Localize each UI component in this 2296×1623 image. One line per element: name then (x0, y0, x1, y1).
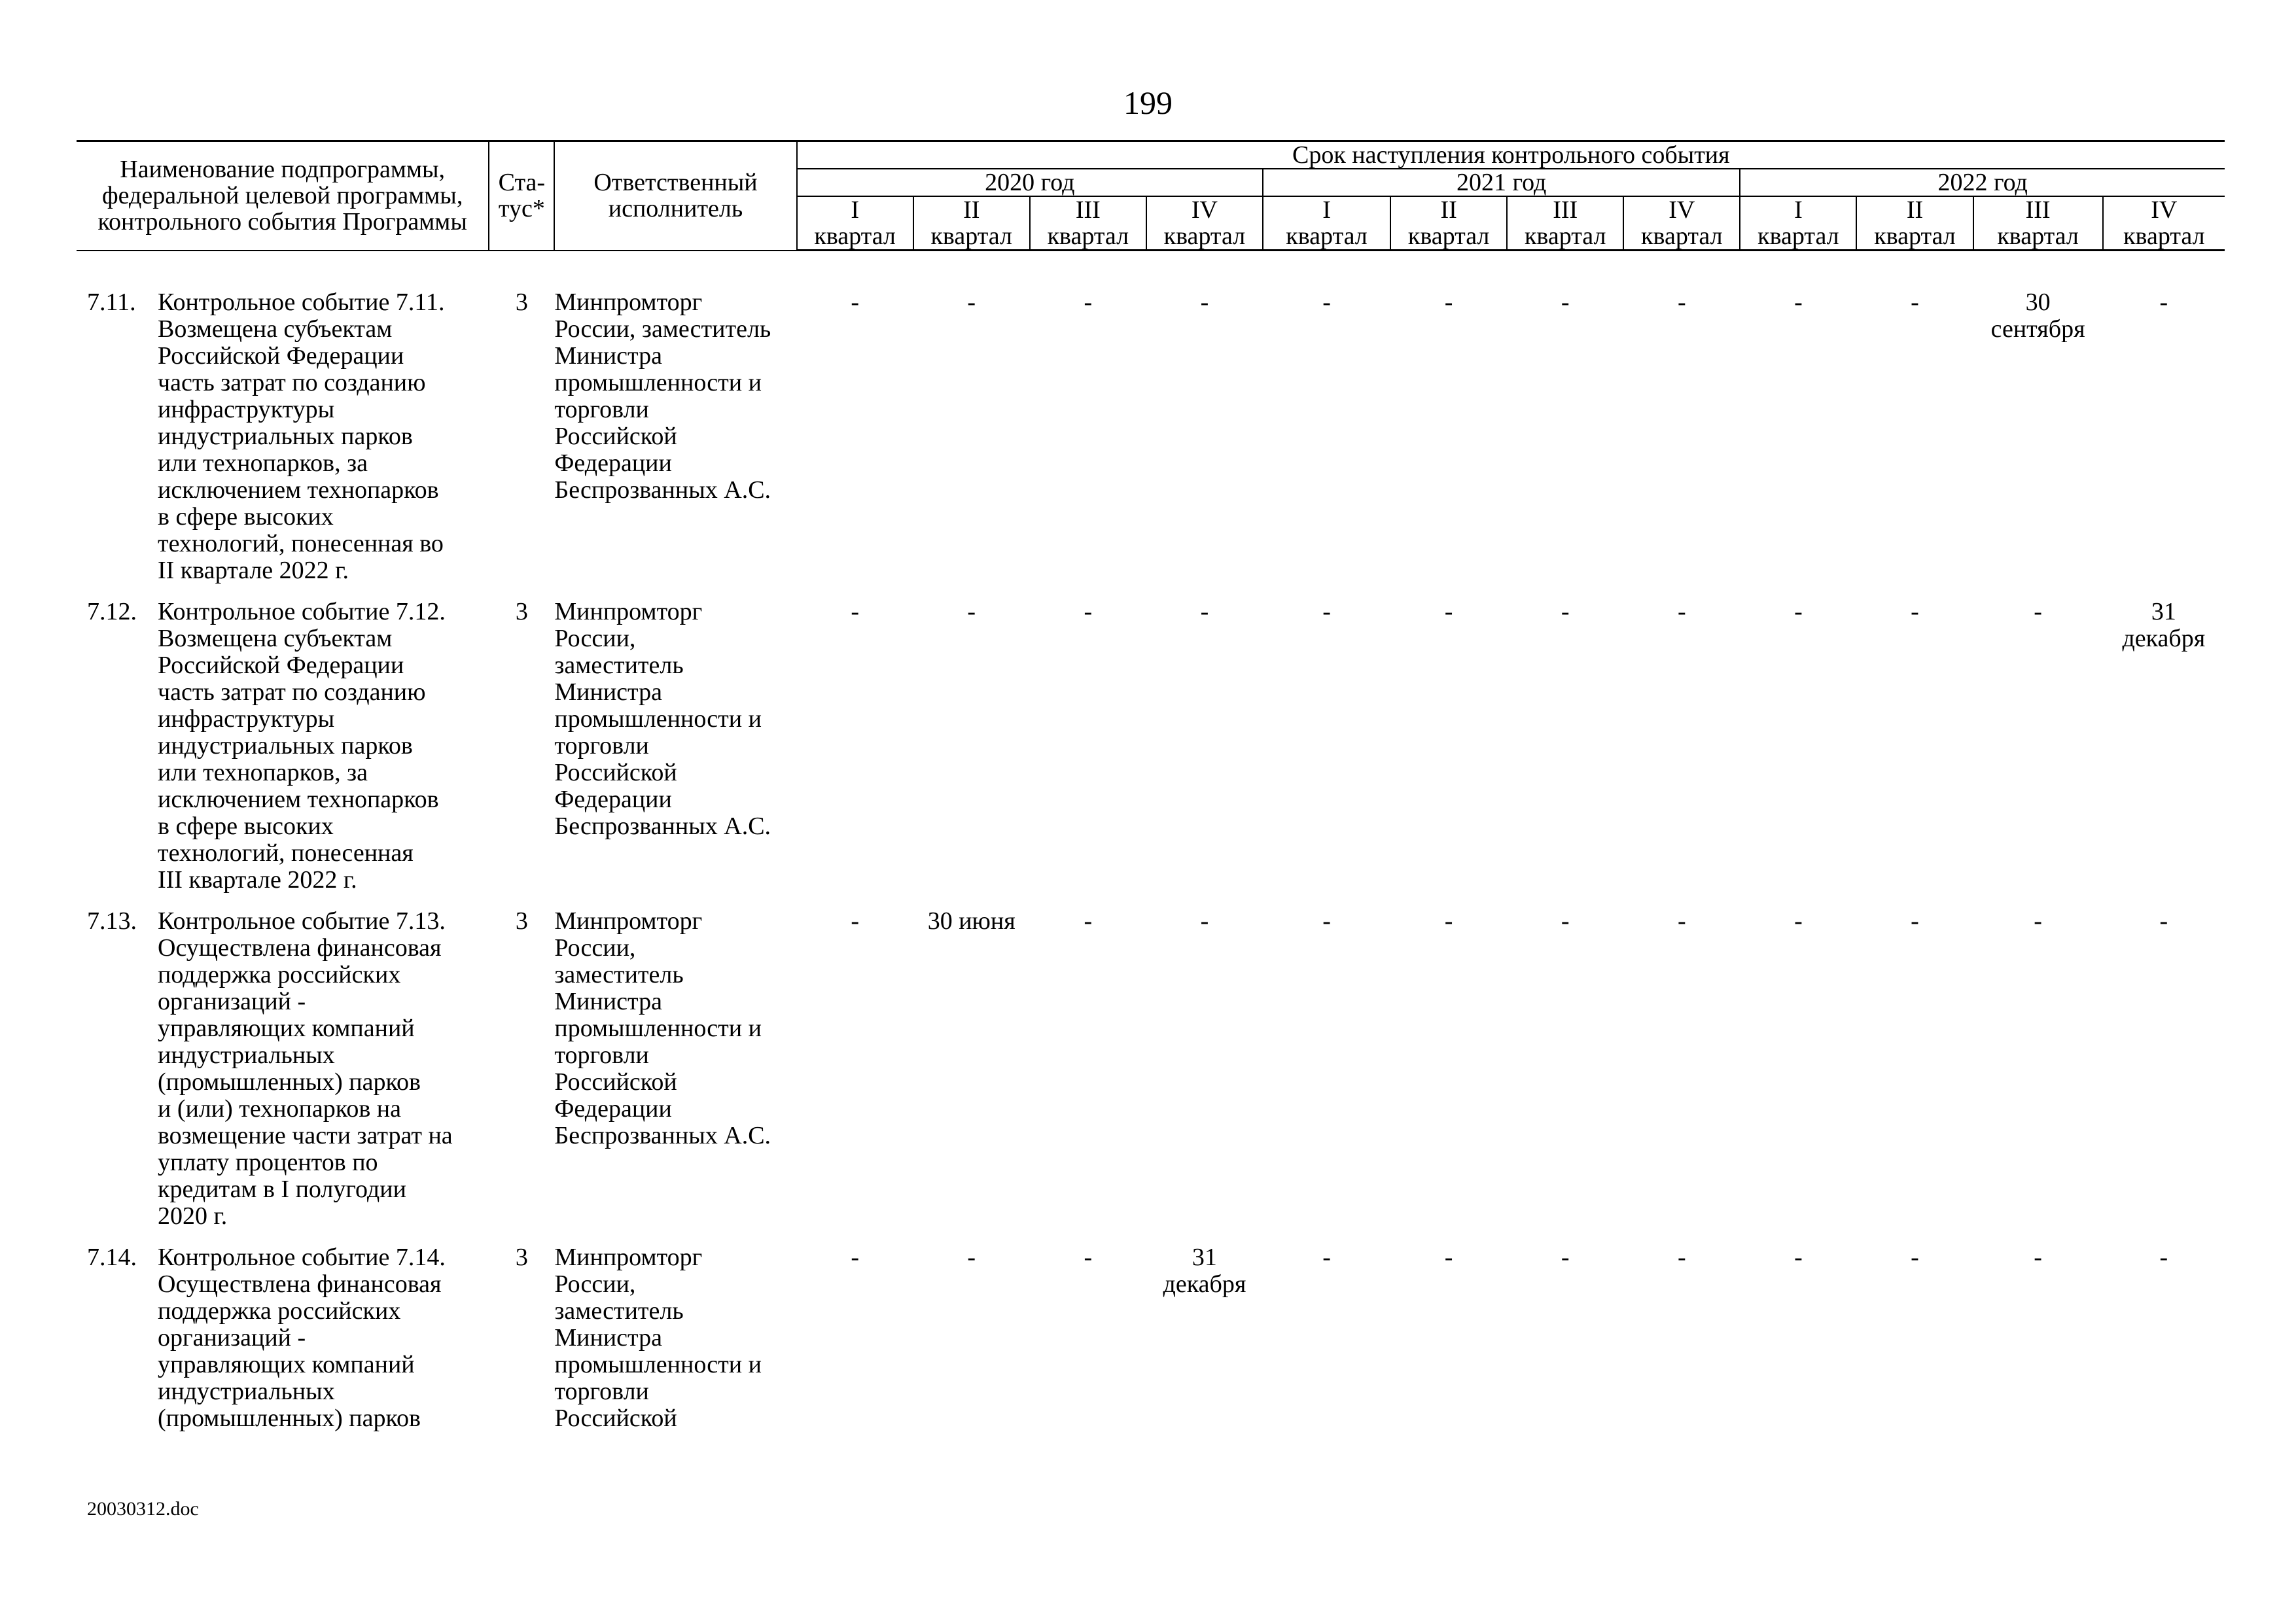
event-name: Контрольное событие 7.11. Возмещена субъектам Российской Федерации часть затрат по созданию инфраструктуры индустриальных парков или технопарков, за исключением технопарков в сфере высоких технологий, понесенная во II квартале 2022 г. (158, 288, 445, 584)
quarter-deadline: - (1444, 907, 1453, 935)
quarter-word: квартал (1286, 222, 1368, 250)
quarter-deadline: - (1677, 1244, 1686, 1271)
quarter-deadline: - (1561, 907, 1570, 935)
quarter-deadline: - (851, 1244, 859, 1271)
quarter-deadline: 30 сентября (1990, 288, 2085, 343)
quarter-word: квартал (1874, 222, 1956, 250)
quarter-deadline: - (851, 598, 859, 625)
quarter-roman: I (1794, 196, 1803, 224)
quarter-roman: II (1906, 196, 1924, 224)
header-quarter (2103, 196, 2225, 251)
quarter-deadline: - (1794, 907, 1803, 935)
control-events-table (77, 140, 2225, 1446)
header-executor: Ответственный исполнитель (554, 141, 796, 251)
header-quarter (1146, 196, 1263, 251)
quarter-roman: II (1440, 196, 1457, 224)
quarter-roman: IV (2151, 196, 2178, 224)
quarter-deadline: - (1084, 1244, 1093, 1271)
header-quarter (1973, 196, 2103, 251)
header-quarter (913, 196, 1030, 251)
quarter-word: квартал (1524, 222, 1606, 250)
page-number: 199 (1123, 84, 1173, 121)
event-cell (77, 1244, 489, 1446)
quarter-deadline: - (1794, 598, 1803, 625)
quarter-deadline: - (2034, 598, 2042, 625)
quarter-deadline: - (1794, 288, 1803, 316)
table-row (77, 289, 2225, 599)
quarter-word: квартал (2123, 222, 2205, 250)
quarter-deadline: - (967, 1244, 976, 1271)
quarter-roman: III (1075, 196, 1101, 224)
quarter-deadline: - (1561, 1244, 1570, 1271)
header-quarter (1856, 196, 1973, 251)
quarter-deadline: - (2034, 907, 2042, 935)
quarter-deadline: - (851, 288, 859, 316)
event-name: Контрольное событие 7.12. Возмещена субъектам Российской Федерации часть затрат по созданию инфраструктуры индустриальных парков или технопарков, за исключением технопарков в сфере высоких технологий, понесенная III квартале 2022 г. (158, 598, 446, 894)
table-row (77, 599, 2225, 908)
quarter-deadline: - (2159, 288, 2168, 316)
event-name: Контрольное событие 7.14. Осуществлена финансовая поддержка российских организаций - управляющих компаний индустриальных (промышленных) парков (158, 1244, 446, 1432)
event-executor: Минпромторг России, заместитель Министра промышленности и торговли Российской (554, 1244, 762, 1432)
header-deadline: Срок наступления контрольного события (797, 141, 2225, 169)
quarter-roman: III (1553, 196, 1578, 224)
header-quarter (797, 196, 913, 251)
quarter-deadline: - (1444, 1244, 1453, 1271)
event-name: Контрольное событие 7.13. Осуществлена финансовая поддержка российских организаций - управляющих компаний индустриальных (промышленных) парков и (или) технопарков на возмещение части затрат на уплату процентов по кредитам в I полугодии 2020 г. (158, 907, 453, 1230)
quarter-deadline: - (1794, 1244, 1803, 1271)
quarter-deadline: - (967, 288, 976, 316)
event-status: 3 (515, 288, 528, 316)
header-name: Наименование подпрограммы, федеральной целевой программы, контрольного события Программы (77, 141, 489, 251)
event-cell (77, 599, 489, 908)
quarter-word: квартал (1757, 222, 1839, 250)
quarter-deadline: - (1084, 598, 1093, 625)
quarter-deadline: - (1322, 288, 1331, 316)
table-header (77, 141, 2225, 251)
document-filename: 20030312.doc (87, 1498, 199, 1520)
header-quarter (1740, 196, 1856, 251)
quarter-deadline: - (1677, 907, 1686, 935)
quarter-deadline: 31 декабря (2122, 598, 2206, 652)
quarter-word: квартал (1407, 222, 1490, 250)
quarter-deadline: - (2159, 907, 2168, 935)
event-status: 3 (515, 1244, 528, 1271)
quarter-deadline: - (1200, 288, 1209, 316)
quarter-roman: IV (1191, 196, 1218, 224)
quarter-word: квартал (814, 222, 896, 250)
quarter-deadline: - (1322, 1244, 1331, 1271)
quarter-deadline: 30 июня (927, 907, 1016, 935)
quarter-roman: I (851, 196, 859, 224)
quarter-word: квартал (1641, 222, 1723, 250)
header-year-2020: 2020 год (797, 169, 1263, 196)
quarter-word: квартал (930, 222, 1012, 250)
quarter-deadline: - (1200, 907, 1209, 935)
quarter-deadline: - (1911, 598, 1919, 625)
quarter-deadline: - (1322, 598, 1331, 625)
table-body (77, 251, 2225, 1447)
quarter-deadline: - (2034, 1244, 2042, 1271)
quarter-deadline: - (1677, 288, 1686, 316)
quarter-deadline: - (1561, 598, 1570, 625)
header-quarter (1623, 196, 1740, 251)
table-row (77, 908, 2225, 1244)
header-quarter (1030, 196, 1146, 251)
quarter-word: квартал (1997, 222, 2079, 250)
quarter-deadline: - (1911, 907, 1919, 935)
quarter-deadline: - (1444, 288, 1453, 316)
event-executor: Минпромторг России, заместитель Министра промышленности и торговли Российской Федерации Беспрозванных А.С. (554, 288, 771, 504)
row-number: 7.12. (87, 598, 137, 625)
event-status: 3 (515, 598, 528, 625)
header-quarter (1507, 196, 1623, 251)
quarter-deadline: - (1911, 1244, 1919, 1271)
quarter-deadline: - (851, 907, 859, 935)
quarter-deadline: - (1677, 598, 1686, 625)
quarter-deadline: - (2159, 1244, 2168, 1271)
event-cell (77, 908, 489, 1244)
quarter-deadline: - (1444, 598, 1453, 625)
event-status: 3 (515, 907, 528, 935)
quarter-word: квартал (1047, 222, 1129, 250)
quarter-deadline: - (1322, 907, 1331, 935)
quarter-deadline: - (967, 598, 976, 625)
event-executor: Минпромторг России, заместитель Министра промышленности и торговли Российской Федерации Беспрозванных А.С. (554, 907, 771, 1149)
quarter-roman: II (963, 196, 980, 224)
quarter-deadline: - (1911, 288, 1919, 316)
quarter-roman: III (2025, 196, 2051, 224)
row-number: 7.13. (87, 907, 137, 935)
row-number: 7.11. (87, 288, 136, 316)
quarter-roman: IV (1669, 196, 1695, 224)
table-row (77, 1244, 2225, 1446)
row-number: 7.14. (87, 1244, 137, 1271)
quarter-deadline: - (1561, 288, 1570, 316)
quarter-deadline: - (1084, 288, 1093, 316)
quarter-roman: I (1322, 196, 1331, 224)
quarter-word: квартал (1163, 222, 1246, 250)
quarter-deadline: 31 декабря (1163, 1244, 1246, 1298)
header-year-2021: 2021 год (1263, 169, 1740, 196)
header-status: Ста- тус* (489, 141, 554, 251)
quarter-deadline: - (1084, 907, 1093, 935)
event-cell (77, 289, 489, 599)
header-quarter (1390, 196, 1507, 251)
header-quarter (1263, 196, 1390, 251)
event-executor: Минпромторг России, заместитель Министра промышленности и торговли Российской Федерации Беспрозванных А.С. (554, 598, 771, 840)
quarter-deadline: - (1200, 598, 1209, 625)
header-year-2022: 2022 год (1740, 169, 2225, 196)
